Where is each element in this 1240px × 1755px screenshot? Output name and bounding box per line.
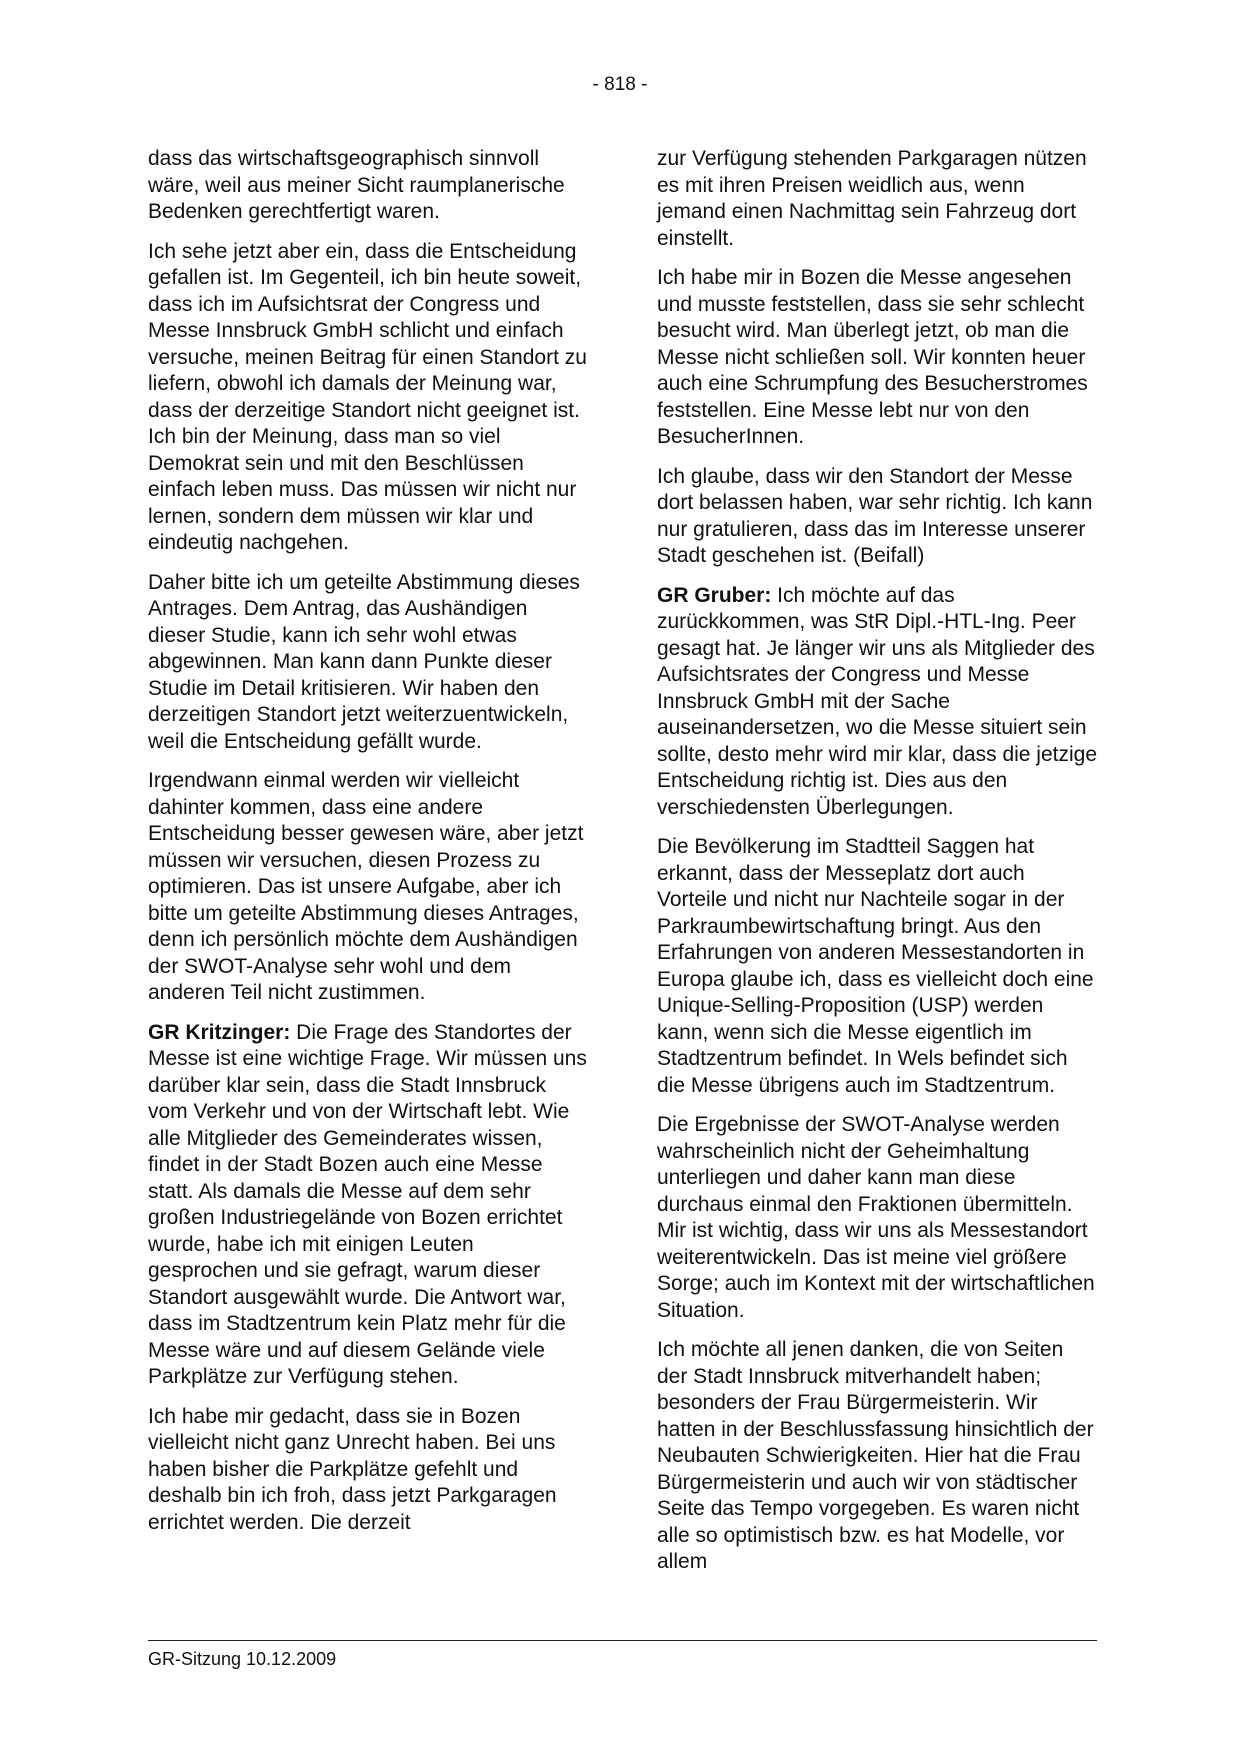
paragraph: Ich sehe jetzt aber ein, dass die Entscheidung gefallen ist. Im Gegenteil, ich bin heute soweit, dass ich im Aufsichtsrat der Congress und Messe Innsbruck GmbH schlicht und einfach versuche, meinen Beitrag für einen Standort zu liefern, obwohl ich damals der Meinung war, dass der derzeitige Standort nicht geeignet ist. Ich bin der Meinung, dass man so viel Demokrat sein und mit den Beschlüssen einfach leben muss. Das müssen wir nicht nur lernen, sondern dem müssen wir klar und eindeutig nachgehen. (148, 239, 587, 554)
footer-session-date: GR-Sitzung 10.12.2009 (148, 1649, 337, 1669)
paragraph: Ich glaube, dass wir den Standort der Messe dort belassen haben, war sehr richtig. Ich kann nur gratulieren, dass das im Interesse unserer Stadt geschehen ist. (Beifall) (657, 464, 1093, 567)
paragraph: Irgendwann einmal werden wir vielleicht dahinter kommen, dass eine andere Entscheidung besser gewesen wäre, aber jetzt müssen wir versuchen, diesen Prozess zu optimieren. Das ist unsere Aufgabe, aber ich bitte um geteilte Abstimmung dieses Antrages, denn ich persönlich möchte dem Aushändigen der SWOT-Analyse sehr wohl und dem anderen Teil nicht zustimmen. (148, 769, 584, 1004)
speaker-paragraph (657, 583, 1097, 822)
footer-divider (148, 1640, 1097, 1641)
speaker-name: GR Gruber: (657, 583, 772, 607)
paragraph: Ich habe mir in Bozen die Messe angesehen und musste feststellen, dass sie sehr schlecht besucht wird. Man überlegt jetzt, ob man die Messe nicht schließen soll. Wir konnten heuer auch eine Schrumpfung des Besucherstromes feststellen. Eine Messe lebt nur von den BesucherInnen. (657, 266, 1088, 448)
paragraph: zur Verfügung stehenden Parkgaragen nützen es mit ihren Preisen weidlich aus, wenn jemand einen Nachmittag sein Fahrzeug dort einstellt. (657, 147, 1087, 250)
speaker-name: GR Kritzinger: (148, 1020, 291, 1044)
page-number: - 818 - (592, 74, 648, 95)
paragraph: Die Ergebnisse der SWOT-Analyse werden wahrscheinlich nicht der Geheimhaltung unterliegen und daher kann man diese durchaus einmal den Fraktionen übermitteln. Mir ist wichtig, dass wir uns als Messestandort weiterentwickeln. Das ist meine viel größere Sorge; auch im Kontext mit der wirtschaftlichen Situation. (657, 1113, 1095, 1322)
paragraph: Ich möchte all jenen danken, die von Seiten der Stadt Innsbruck mitverhandelt haben; besonders der Frau Bürgermeisterin. Wir hatten in der Beschlussfassung hinsichtlich der Neubauten Schwierigkeiten. Hier hat die Frau Bürgermeisterin und auch wir von städtischer Seite das Tempo vorgegeben. Es waren nicht alle so optimistisch bzw. es hat Modelle, vor allem (657, 1338, 1094, 1573)
speaker-text: Ich möchte auf das zurückkommen, was StR Dipl.-HTL-Ing. Peer gesagt hat. Je länger wir uns als Mitglieder des Aufsichtsrates der Congress und Messe Innsbruck GmbH mit der Sache auseinandersetzen, wo die Messe situiert sein sollte, desto mehr wird mir klar, dass die jetzige Entscheidung richtig ist. Dies aus den verschiedensten Überlegungen. (657, 583, 1098, 819)
paragraph: Die Bevölkerung im Stadtteil Saggen hat erkannt, dass der Messeplatz dort auch Vorteile und nicht nur Nachteile sogar in der Parkraumbewirtschaftung bringt. Aus den Erfahrungen von anderen Messestandorten in Europa glaube ich, dass es vielleicht doch eine Unique-Selling-Proposition (USP) werden kann, wenn sich die Messe eigentlich im Stadtzentrum befindet. In Wels befindet sich die Messe übrigens auch im Stadtzentrum. (657, 835, 1094, 1097)
paragraph: Ich habe mir gedacht, dass sie in Bozen vielleicht nicht ganz Unrecht haben. Bei uns haben bisher die Parkplätze gefehlt und deshalb bin ich froh, dass jetzt Parkgaragen errichtet werden. Die derzeit (148, 1404, 557, 1534)
paragraph: dass das wirtschaftsgeographisch sinnvoll wäre, weil aus meiner Sicht raumplanerische Bedenken gerechtfertigt waren. (148, 147, 565, 223)
speaker-text: Die Frage des Standortes der Messe ist eine wichtige Frage. Wir müssen uns darüber klar sein, dass die Stadt Innsbruck vom Verkehr und von der Wirtschaft lebt. Wie alle Mitglieder des Gemeinderates wissen, findet in der Stadt Bozen auch eine Messe statt. Als damals die Messe auf dem sehr großen Industriegelände von Bozen errichtet wurde, habe ich mit einigen Leuten gesprochen und sie gefragt, warum dieser Standort ausgewählt wurde. Die Antwort war, dass im Stadtzentrum kein Platz mehr für die Messe wäre und auf diesem Gelände viele Parkplätze zur Verfügung stehen. (148, 1020, 587, 1388)
paragraph: Daher bitte ich um geteilte Abstimmung dieses Antrages. Dem Antrag, das Aushändigen dieser Studie, kann ich sehr wohl etwas abgewinnen. Man kann dann Punkte dieser Studie im Detail kritisieren. Wir haben den derzeitigen Standort jetzt weiterzuentwickeln, weil die Entscheidung gefällt wurde. (148, 570, 580, 753)
right-column (657, 146, 1097, 1589)
speaker-paragraph (148, 1020, 588, 1391)
left-column (148, 146, 588, 1549)
